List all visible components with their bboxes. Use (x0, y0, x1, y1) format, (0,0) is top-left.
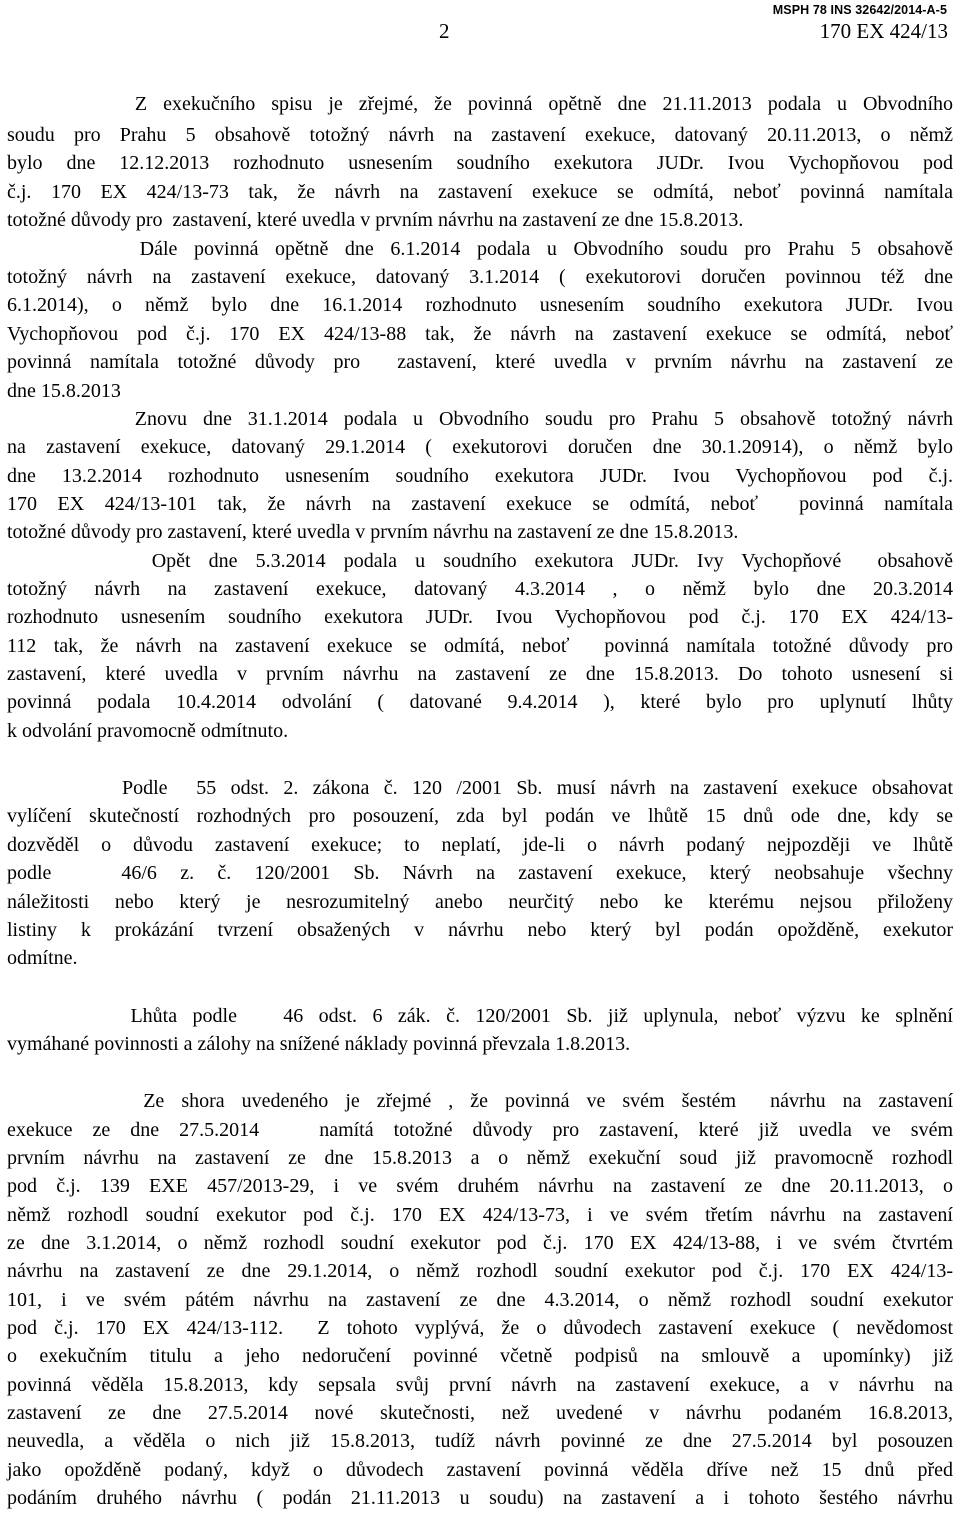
text-line: vylíčení skutečností rozhodných pro posouzení, zda byl podán ve lhůtě 15 dnů ode dne, kdy se (7, 805, 953, 827)
text-line: totožné důvody pro zastavení, které uvedla v prvním návrhu na zastavení ze dne 15.8.2013. (7, 209, 744, 231)
text-line: ze dne 3.1.2014, o němž rozhodl soudní exekutor pod č.j. 170 EX 424/13-88, i ve svém čtvrtém (7, 1232, 953, 1254)
text-line: pod č.j. 170 EX 424/13-112. Z tohoto vyplývá, že o důvodech zastavení exekuce ( nevědomost (7, 1317, 953, 1339)
text-line: Znovu dne 31.1.2014 podala u Obvodního soudu pro Prahu 5 obsahově totožný návrh (7, 408, 953, 430)
text-line: Z exekučního spisu je zřejmé, že povinná opětně dne 21.11.2013 podala u Obvodního (7, 93, 953, 115)
text-line: němž rozhodl soudní exekutor pod č.j. 170 EX 424/13-73, i ve svém třetím návrhu na zastavení (7, 1204, 953, 1226)
text-line: na zastavení exekuce, datovaný 29.1.2014 ( exekutorovi doručen dne 30.1.20914), o němž bylo (7, 436, 953, 458)
text-line: podle 46/6 z. č. 120/2001 Sb. Návrh na zastavení exekuce, který neobsahuje všechny (7, 862, 953, 884)
text-line: neuvedla, a věděla o nich již 15.8.2013, tudíž návrh povinné ze dne 27.5.2014 byl posouzen (7, 1430, 953, 1452)
text-line: totožný návrh na zastavení exekuce, datovaný 4.3.2014 , o němž bylo dne 20.3.2014 (7, 578, 953, 600)
text-line: náležitosti nebo který je nesrozumitelný anebo neurčitý nebo ke kterému nejsou přiloženy (7, 891, 953, 913)
text-line: dne 13.2.2014 rozhodnuto usnesením soudního exekutora JUDr. Ivou Vychopňovou pod č.j. (7, 465, 953, 487)
text-line: Podle 55 odst. 2. zákona č. 120 /2001 Sb. musí návrh na zastavení exekuce obsahovat (7, 777, 953, 799)
text-line: k odvolání pravomocně odmítnuto. (7, 720, 289, 742)
text-line: o exekučním titulu a jeho nedoručení povinné včetně podpisů na smlouvě a upomínky) již (7, 1345, 953, 1367)
reference-code: MSPH 78 INS 32642/2014-A-5 (772, 3, 947, 17)
text-line: Lhůta podle 46 odst. 6 zák. č. 120/2001 Sb. již uplynula, neboť výzvu ke splnění (7, 1005, 953, 1027)
text-line: bylo dne 12.12.2013 rozhodnuto usnesením soudního exekutora JUDr. Ivou Vychopňovou pod (7, 152, 953, 174)
text-line: 170 EX 424/13-101 tak, že návrh na zastavení exekuce se odmítá, neboť povinná namítala (7, 493, 953, 515)
text-line: prvním návrhu na zastavení ze dne 15.8.2013 a o němž exekuční soud již pravomocně rozhodl (7, 1147, 953, 1169)
text-line: Vychopňovou pod č.j. 170 EX 424/13-88 tak, že návrh na zastavení exekuce se odmítá, neboť (7, 323, 953, 345)
text-line: rozhodnuto usnesením soudního exekutora JUDr. Ivou Vychopňovou pod č.j. 170 EX 424/13- (7, 606, 953, 628)
text-line: návrhu na zastavení ze dne 29.1.2014, o němž rozhodl soudní exekutor pod č.j. 170 EX 424/13- (7, 1260, 953, 1282)
text-line: dozvěděl o důvodu zastavení exekuce; to neplatí, jde-li o návrh podaný nejpozději ve lhůtě (7, 834, 953, 856)
text-line: Ze shora uvedeného je zřejmé , že povinná ve svém šestém návrhu na zastavení (7, 1090, 953, 1112)
text-line: 6.1.2014), o němž bylo dne 16.1.2014 rozhodnuto usnesením soudního exekutora JUDr. Ivou (7, 294, 953, 316)
case-reference: 170 EX 424/13 (819, 19, 948, 43)
text-line: soudu pro Prahu 5 obsahově totožný návrh na zastavení exekuce, datovaný 20.11.2013, o němž (7, 124, 953, 146)
text-line: totožný návrh na zastavení exekuce, datovaný 3.1.2014 ( exekutorovi doručen povinnou též dne (7, 266, 953, 288)
text-line: Opět dne 5.3.2014 podala u soudního exekutora JUDr. Ivy Vychopňové obsahově (7, 550, 953, 572)
page-number: 2 (439, 19, 450, 43)
text-line: Dále povinná opětně dne 6.1.2014 podala u Obvodního soudu pro Prahu 5 obsahově (7, 238, 953, 260)
text-line: 101, i ve svém pátém návrhu na zastavení ze dne 4.3.2014, o němž rozhodl soudní exekutor (7, 1289, 953, 1311)
text-line: exekuce ze dne 27.5.2014 namítá totožné důvody pro zastavení, které již uvedla ve svém (7, 1119, 953, 1141)
text-line: 112 tak, že návrh na zastavení exekuce se odmítá, neboť povinná namítala totožné důvody pro (7, 635, 953, 657)
text-line: vymáhané povinnosti a zálohy na snížené náklady povinná převzala 1.8.2013. (7, 1033, 631, 1055)
text-line: jako opožděně podaný, když o důvodech zastavení povinná věděla dříve než 15 dnů před (7, 1459, 953, 1481)
text-line: povinná podala 10.4.2014 odvolání ( datované 9.4.2014 ), které bylo pro uplynutí lhůty (7, 691, 953, 713)
text-line: podáním druhého návrhu ( podán 21.11.2013 u soudu) na zastavení a i tohoto šestého návrhu (7, 1487, 953, 1509)
text-line: totožné důvody pro zastavení, které uvedla v prvním návrhu na zastavení ze dne 15.8.2013. (7, 521, 739, 543)
text-line: pod č.j. 139 EXE 457/2013-29, i ve svém druhém návrhu na zastavení ze dne 20.11.2013, o (7, 1175, 953, 1197)
text-line: zastavení, které uvedla v prvním návrhu na zastavení ze dne 15.8.2013. Do tohoto usnesení si (7, 663, 953, 685)
text-line: dne 15.8.2013 (7, 380, 121, 402)
text-line: odmítne. (7, 947, 78, 969)
text-line: listiny k prokázání tvrzení obsažených v návrhu nebo který byl podán opožděně, exekutor (7, 919, 953, 941)
text-line: povinná věděla 15.8.2013, kdy sepsala svůj první návrh na zastavení exekuce, a v návrhu na (7, 1374, 953, 1396)
text-line: č.j. 170 EX 424/13-73 tak, že návrh na zastavení exekuce se odmítá, neboť povinná namítala (7, 181, 953, 203)
text-line: zastavení ze dne 27.5.2014 nové skutečnosti, než uvedené v návrhu podaném 16.8.2013, (7, 1402, 953, 1424)
text-line: povinná namítala totožné důvody pro zastavení, které uvedla v prvním návrhu na zastavení ze (7, 351, 953, 373)
